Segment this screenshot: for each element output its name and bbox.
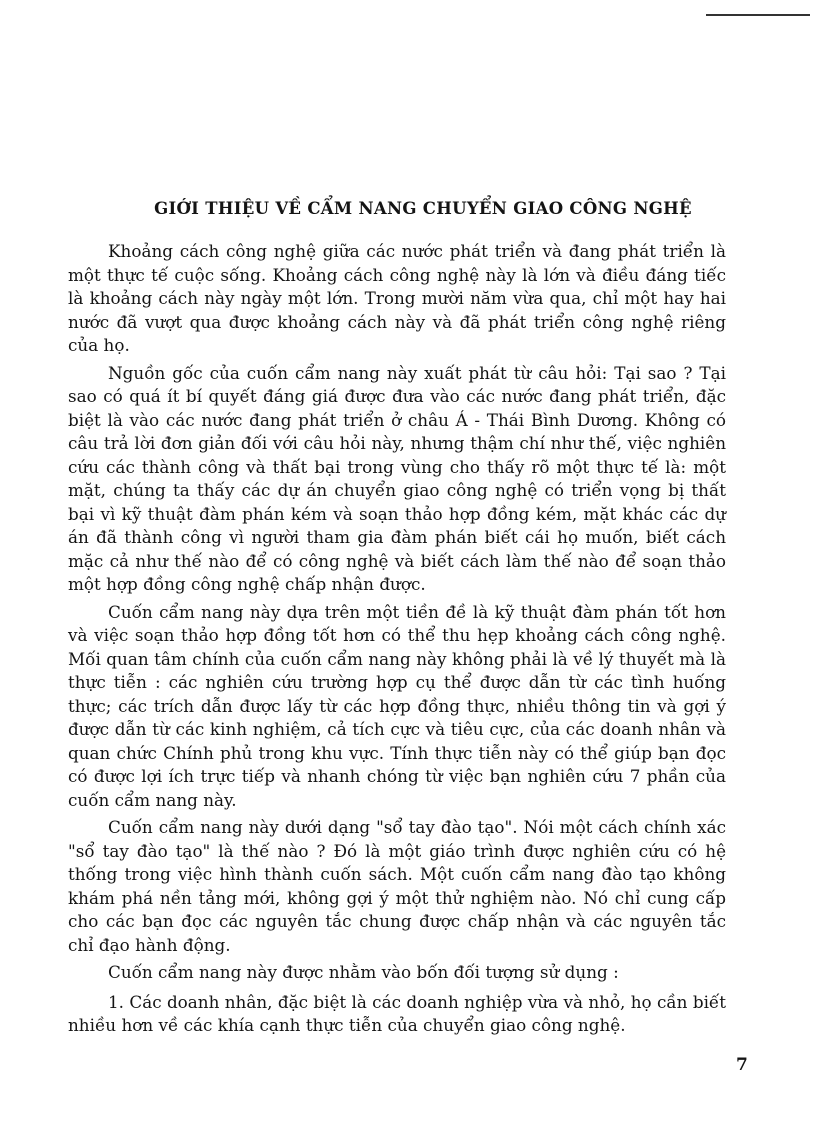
paragraph-2: Nguồn gốc của cuốn cẩm nang này xuất phát từ câu hỏi: Tại sao ? Tại sao có quá ít bí quyết đáng giá được đưa vào các nước đang phát triển, đặc biệt là vào các nước đang phát triển ở châu Á - Thái Bình Dương. Không có câu trả lời đơn giản đối với câu hỏi này, nhưng thậm chí như thế, việc nghiên cứu các thành công và thất bại trong vùng cho thấy rõ một thực tế là: một mặt, chúng ta thấy các dự án chuyển giao công nghệ có triển vọng bị thất bại vì kỹ thuật đàm phán kém và soạn thảo hợp đồng kém, mặt khác các dự án đã thành công vì người tham gia đàm phán biết cái họ muốn, biết cách mặc cả như thế nào để có công nghệ và biết cách làm thế nào để soạn thảo một hợp đồng công nghệ chấp nhận được. bbox=[68, 362, 726, 594]
top-rule bbox=[706, 14, 810, 16]
body-text bbox=[68, 240, 726, 1042]
paragraph-4: Cuốn cẩm nang này dưới dạng "sổ tay đào tạo". Nói một cách chính xác "sổ tay đào tạo" là thế nào ? Đó là một giáo trình được nghiên cứu có hệ thống trong việc hình thành cuốn sách. Một cuốn cẩm nang đào tạo không khám phá nền tảng mới, không gợi ý một thử nghiệm nào. Nó chỉ cung cấp cho các bạn đọc các nguyên tắc chung được chấp nhận và các nguyên tắc chỉ đạo hành động. bbox=[68, 817, 726, 955]
paragraph-5: Cuốn cẩm nang này được nhằm vào bốn đối tượng sử dụng : bbox=[108, 962, 619, 982]
page-title: GIỚI THIỆU VỀ CẨM NANG CHUYỂN GIAO CÔNG NGHỆ bbox=[154, 199, 692, 218]
page-number: 7 bbox=[736, 1055, 748, 1075]
paragraph-6: 1. Các doanh nhân, đặc biệt là các doanh nghiệp vừa và nhỏ, họ cần biết nhiều hơn về các khía cạnh thực tiễn của chuyển giao công nghệ. bbox=[68, 991, 726, 1035]
paragraph-3: Cuốn cẩm nang này dựa trên một tiền đề là kỹ thuật đàm phán tốt hơn và việc soạn thảo hợp đồng tốt hơn có thể thu hẹp khoảng cách công nghệ. Mối quan tâm chính của cuốn cẩm nang này không phải là về lý thuyết mà là thực tiễn : các nghiên cứu trường hợp cụ thể được dẫn từ các tình huống thực; các trích dẫn được lấy từ các hợp đồng thực, nhiều thông tin và gợi ý được dẫn từ các kinh nghiệm, cả tích cực và tiêu cực, của các doanh nhân và quan chức Chính phủ trong khu vực. Tính thực tiễn này có thể giúp bạn đọc có được lợi ích trực tiếp và nhanh chóng từ việc bạn nghiên cứu 7 phần của cuốn cẩm nang này. bbox=[68, 601, 726, 810]
paragraph-1: Khoảng cách công nghệ giữa các nước phát triển và đang phát triển là một thực tế cuộc sống. Khoảng cách công nghệ này là lớn và điều đáng tiếc là khoảng cách này ngày một lớn. Trong mười năm vừa qua, chỉ một hay hai nước đã vượt qua được khoảng cách này và đã phát triển công nghệ riêng của họ. bbox=[68, 241, 726, 355]
